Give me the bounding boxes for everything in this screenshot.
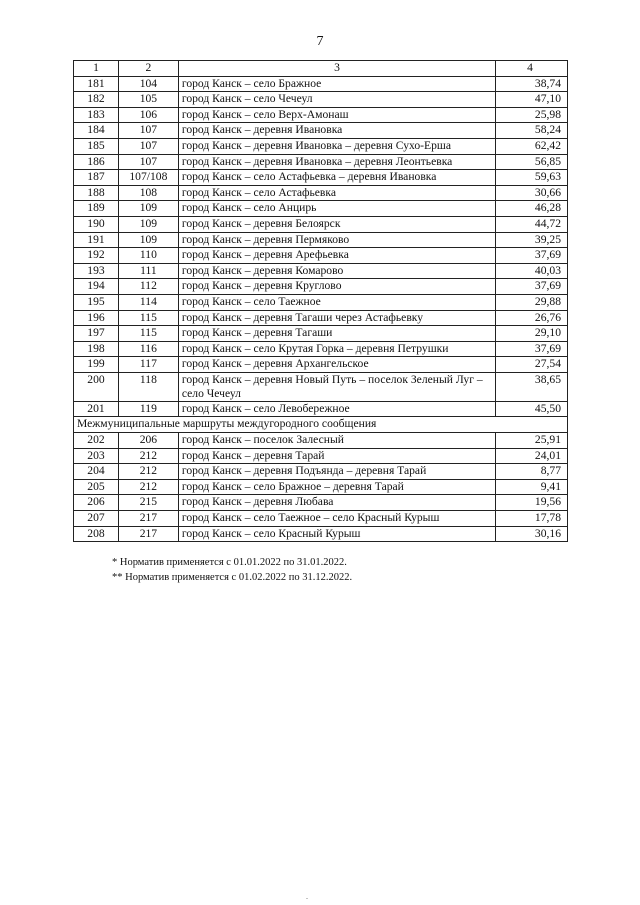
table-cell: город Канск – деревня Подъянда – деревня Тарай <box>178 464 495 480</box>
table-cell: город Канск – поселок Залесный <box>178 433 495 449</box>
table-cell: 62,42 <box>496 138 568 154</box>
table-row <box>74 495 568 511</box>
table-row <box>74 479 568 495</box>
table-cell: 117 <box>118 357 178 373</box>
section-title: Межмуниципальные маршруты междугородного сообщения <box>74 417 568 433</box>
table-cell: город Канск – деревня Ивановка – деревня Леонтьевка <box>178 154 495 170</box>
table-row <box>74 326 568 342</box>
table-row <box>74 511 568 527</box>
table-cell: город Канск – село Верх-Амонаш <box>178 107 495 123</box>
table-cell: 24,01 <box>496 448 568 464</box>
table-row <box>74 357 568 373</box>
table-cell: 188 <box>74 185 119 201</box>
table-cell: 8,77 <box>496 464 568 480</box>
table-cell: город Канск – село Астафьевка <box>178 185 495 201</box>
table-cell: 108 <box>118 185 178 201</box>
routes-table <box>73 60 568 542</box>
table-cell: город Канск – деревня Арефьевка <box>178 248 495 264</box>
table-cell: город Канск – деревня Тагаши <box>178 326 495 342</box>
table-cell: 198 <box>74 341 119 357</box>
table-cell: 17,78 <box>496 511 568 527</box>
table-cell: 107 <box>118 154 178 170</box>
table-cell: 190 <box>74 216 119 232</box>
table-cell: 212 <box>118 479 178 495</box>
table-cell: 110 <box>118 248 178 264</box>
table-cell: 215 <box>118 495 178 511</box>
footnote: ** Норматив применяется с 01.02.2022 по 31.12.2022. <box>112 572 353 583</box>
table-cell: город Канск – село Анцирь <box>178 201 495 217</box>
table-cell: 9,41 <box>496 479 568 495</box>
table-row <box>74 154 568 170</box>
table-cell: город Канск – деревня Тагаши через Астафьевку <box>178 310 495 326</box>
table-cell: город Канск – деревня Архангельское <box>178 357 495 373</box>
table-cell: 30,16 <box>496 526 568 542</box>
table-cell: 40,03 <box>496 263 568 279</box>
table-cell: 109 <box>118 232 178 248</box>
table-cell: 29,10 <box>496 326 568 342</box>
table-cell: 200 <box>74 372 119 401</box>
table-row <box>74 341 568 357</box>
table-row <box>74 216 568 232</box>
table-body-bottom <box>74 433 568 542</box>
table-row <box>74 310 568 326</box>
table-section <box>74 417 568 433</box>
table-row <box>74 401 568 417</box>
table-cell: город Канск – деревня Круглово <box>178 279 495 295</box>
table-cell: 205 <box>74 479 119 495</box>
table-row <box>74 279 568 295</box>
table-cell: 204 <box>74 464 119 480</box>
table-cell: 19,56 <box>496 495 568 511</box>
table-cell: 37,69 <box>496 279 568 295</box>
table-cell: 118 <box>118 372 178 401</box>
scan-dot: . <box>306 892 308 901</box>
table-cell: 115 <box>118 310 178 326</box>
table-row <box>74 201 568 217</box>
table-cell: 181 <box>74 76 119 92</box>
table-cell: 119 <box>118 401 178 417</box>
table-cell: город Канск – деревня Ивановка – деревня Сухо-Ерша <box>178 138 495 154</box>
table-cell: 217 <box>118 511 178 527</box>
column-header: 4 <box>496 61 568 77</box>
table-header-row <box>74 61 568 77</box>
table-cell: 29,88 <box>496 294 568 310</box>
table-cell: 212 <box>118 464 178 480</box>
table-cell: город Канск – село Бражное <box>178 76 495 92</box>
table-cell: 112 <box>118 279 178 295</box>
table-cell: город Канск – деревня Тарай <box>178 448 495 464</box>
table-cell: 217 <box>118 526 178 542</box>
table-cell: город Канск – деревня Пермяково <box>178 232 495 248</box>
table-row <box>74 464 568 480</box>
page-number: 7 <box>316 34 324 49</box>
table-row <box>74 526 568 542</box>
table-row <box>74 248 568 264</box>
column-header: 3 <box>178 61 495 77</box>
table-cell: 182 <box>74 92 119 108</box>
table-row <box>74 232 568 248</box>
table-cell: 194 <box>74 279 119 295</box>
table-cell: 114 <box>118 294 178 310</box>
table-cell: город Канск – село Бражное – деревня Тарай <box>178 479 495 495</box>
table-cell: город Канск – деревня Комарово <box>178 263 495 279</box>
table-cell: 109 <box>118 216 178 232</box>
table-cell: город Канск – деревня Любава <box>178 495 495 511</box>
table-cell: 202 <box>74 433 119 449</box>
table-cell: 56,85 <box>496 154 568 170</box>
table-cell: 192 <box>74 248 119 264</box>
table-cell: 38,65 <box>496 372 568 401</box>
table-row <box>74 294 568 310</box>
table-cell: 26,76 <box>496 310 568 326</box>
table-cell: город Канск – деревня Белоярск <box>178 216 495 232</box>
table-cell: 208 <box>74 526 119 542</box>
table-cell: 201 <box>74 401 119 417</box>
table-cell: 25,98 <box>496 107 568 123</box>
table-row <box>74 92 568 108</box>
table-cell: 39,25 <box>496 232 568 248</box>
table-cell: 106 <box>118 107 178 123</box>
table-cell: город Канск – деревня Ивановка <box>178 123 495 139</box>
table-cell: 107 <box>118 123 178 139</box>
table-row <box>74 185 568 201</box>
table-cell: 105 <box>118 92 178 108</box>
table-body-top <box>74 76 568 417</box>
table-cell: 195 <box>74 294 119 310</box>
column-header: 2 <box>118 61 178 77</box>
table-row <box>74 448 568 464</box>
table-cell: город Канск – деревня Новый Путь – поселок Зеленый Луг – село Чечеул <box>178 372 495 401</box>
table-cell: 38,74 <box>496 76 568 92</box>
table-cell: 189 <box>74 201 119 217</box>
table-cell: 27,54 <box>496 357 568 373</box>
table-cell: 116 <box>118 341 178 357</box>
table-cell: 193 <box>74 263 119 279</box>
table-cell: город Канск – село Таежное <box>178 294 495 310</box>
table-row <box>74 372 568 401</box>
table-cell: город Канск – село Крутая Горка – деревня Петрушки <box>178 341 495 357</box>
table-cell: город Канск – село Левобережное <box>178 401 495 417</box>
table-cell: 197 <box>74 326 119 342</box>
table-cell: 107 <box>118 138 178 154</box>
table-cell: 46,28 <box>496 201 568 217</box>
table-cell: город Канск – село Чечеул <box>178 92 495 108</box>
table-cell: 199 <box>74 357 119 373</box>
table-cell: 196 <box>74 310 119 326</box>
table-cell: 203 <box>74 448 119 464</box>
table-cell: 111 <box>118 263 178 279</box>
table-row <box>74 138 568 154</box>
table-cell: 207 <box>74 511 119 527</box>
table-row <box>74 263 568 279</box>
table-cell: 30,66 <box>496 185 568 201</box>
table-cell: 44,72 <box>496 216 568 232</box>
footnotes <box>112 555 352 585</box>
table-cell: город Канск – село Красный Курыш <box>178 526 495 542</box>
column-header: 1 <box>74 61 119 77</box>
table-row <box>74 76 568 92</box>
table-row <box>74 433 568 449</box>
table-cell: город Канск – село Астафьевка – деревня Ивановка <box>178 170 495 186</box>
table-cell: город Канск – село Таежное – село Красный Курыш <box>178 511 495 527</box>
table-row <box>74 123 568 139</box>
table-cell: 206 <box>74 495 119 511</box>
table-row <box>74 107 568 123</box>
table-cell: 25,91 <box>496 433 568 449</box>
table-cell: 37,69 <box>496 341 568 357</box>
footnote: * Норматив применяется с 01.01.2022 по 31.01.2022. <box>112 557 347 568</box>
table-cell: 37,69 <box>496 248 568 264</box>
table-cell: 45,50 <box>496 401 568 417</box>
table-cell: 59,63 <box>496 170 568 186</box>
section-row <box>74 417 568 433</box>
table-cell: 185 <box>74 138 119 154</box>
table-cell: 183 <box>74 107 119 123</box>
table-cell: 104 <box>118 76 178 92</box>
table-cell: 191 <box>74 232 119 248</box>
table-cell: 187 <box>74 170 119 186</box>
table-cell: 109 <box>118 201 178 217</box>
table-cell: 47,10 <box>496 92 568 108</box>
table-cell: 184 <box>74 123 119 139</box>
table-cell: 107/108 <box>118 170 178 186</box>
table-cell: 115 <box>118 326 178 342</box>
table-cell: 206 <box>118 433 178 449</box>
table-row <box>74 170 568 186</box>
table-cell: 58,24 <box>496 123 568 139</box>
table-cell: 212 <box>118 448 178 464</box>
table-cell: 186 <box>74 154 119 170</box>
